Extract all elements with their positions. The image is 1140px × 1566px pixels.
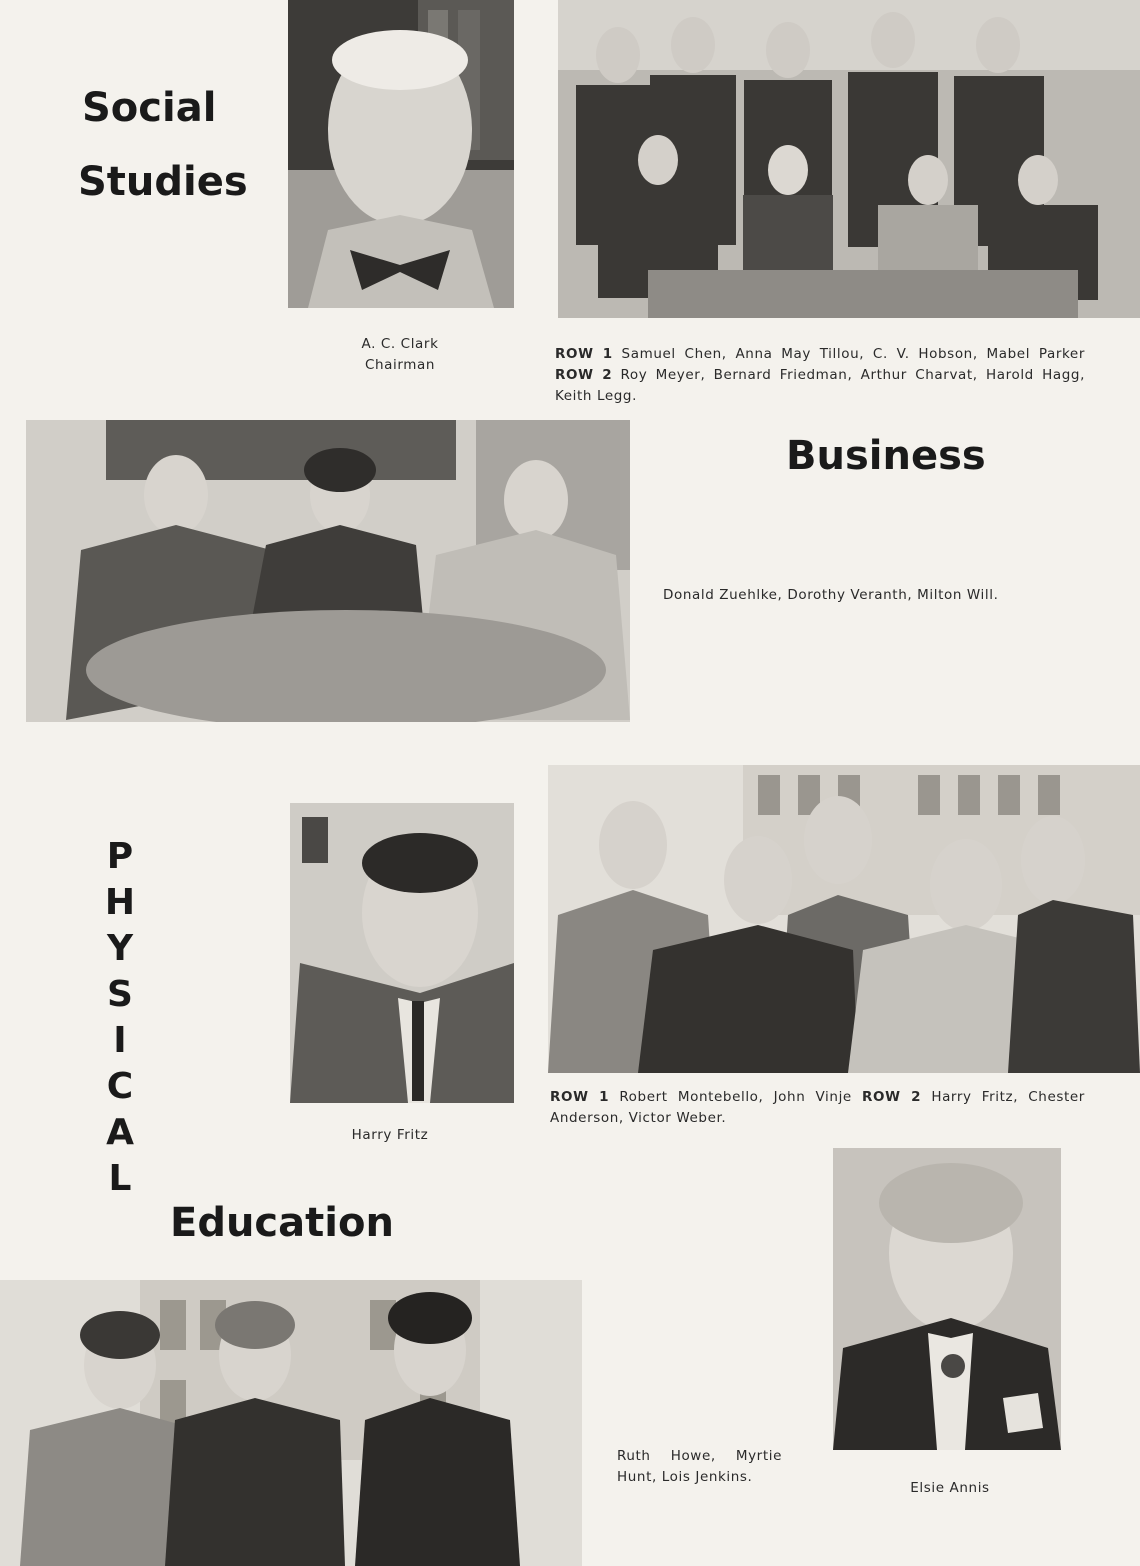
physical-education-row2-label: ROW 2 <box>862 1089 922 1105</box>
social-studies-row1-label: ROW 1 <box>555 346 613 362</box>
physical-letter-1: P <box>106 836 134 877</box>
photo-elsie-annis-portrait <box>833 1148 1061 1450</box>
chairman-title: Chairman <box>364 357 436 373</box>
photo-chairman-portrait <box>288 0 514 308</box>
physical-letter-3: Y <box>106 928 134 969</box>
elsie-annis-caption: Elsie Annis <box>910 1480 990 1496</box>
business-heading: Business <box>786 433 986 479</box>
physical-letter-2: H <box>104 882 136 923</box>
physical-education-women-image <box>0 1280 582 1566</box>
physical-education-men-image <box>548 765 1140 1073</box>
social-studies-row2-names: Roy Meyer, Bernard Friedman, Arthur Charvat, Harold Hagg, Keith Legg. <box>555 367 1085 404</box>
social-studies-heading-line1: Social <box>82 85 217 131</box>
photo-harry-fritz-portrait <box>290 803 514 1103</box>
social-studies-row2-label: ROW 2 <box>555 367 613 383</box>
physical-education-row2-names: Harry Fritz, Chester Anderson, Victor Weber. <box>550 1089 1085 1126</box>
physical-education-row1-names: Robert Montebello, John Vinje <box>619 1089 852 1105</box>
social-studies-group-caption <box>555 344 1085 407</box>
physical-letter-4: S <box>107 974 133 1015</box>
business-caption: Donald Zuehlke, Dorothy Veranth, Milton Will. <box>663 587 999 603</box>
photo-physical-education-men <box>548 765 1140 1073</box>
social-studies-group-image <box>558 0 1140 318</box>
elsie-annis-portrait-image <box>833 1148 1061 1450</box>
photo-physical-education-women <box>0 1280 582 1566</box>
chairman-portrait-image <box>288 0 514 308</box>
physical-education-women-caption: Ruth Howe, Myrtie Hunt, Lois Jenkins. <box>617 1448 782 1485</box>
physical-letter-6: C <box>106 1066 134 1107</box>
education-heading: Education <box>170 1200 394 1246</box>
harry-fritz-caption: Harry Fritz <box>351 1127 429 1143</box>
physical-letter-7: A <box>106 1112 134 1153</box>
social-studies-row1-names: Samuel Chen, Anna May Tillou, C. V. Hobson, Mabel Parker <box>621 346 1085 362</box>
physical-letter-8: L <box>108 1158 132 1199</box>
physical-vertical-heading <box>100 834 140 1202</box>
photo-social-studies-group <box>558 0 1140 318</box>
business-group-image <box>26 420 630 722</box>
chairman-name: A. C. Clark <box>361 336 439 352</box>
chairman-caption <box>330 334 470 376</box>
harry-fritz-portrait-image <box>290 803 514 1103</box>
photo-business-group <box>26 420 630 722</box>
physical-education-row1-label: ROW 1 <box>550 1089 610 1105</box>
physical-letter-5: I <box>113 1020 127 1061</box>
physical-education-men-caption <box>550 1087 1085 1129</box>
social-studies-heading-line2: Studies <box>78 159 248 205</box>
